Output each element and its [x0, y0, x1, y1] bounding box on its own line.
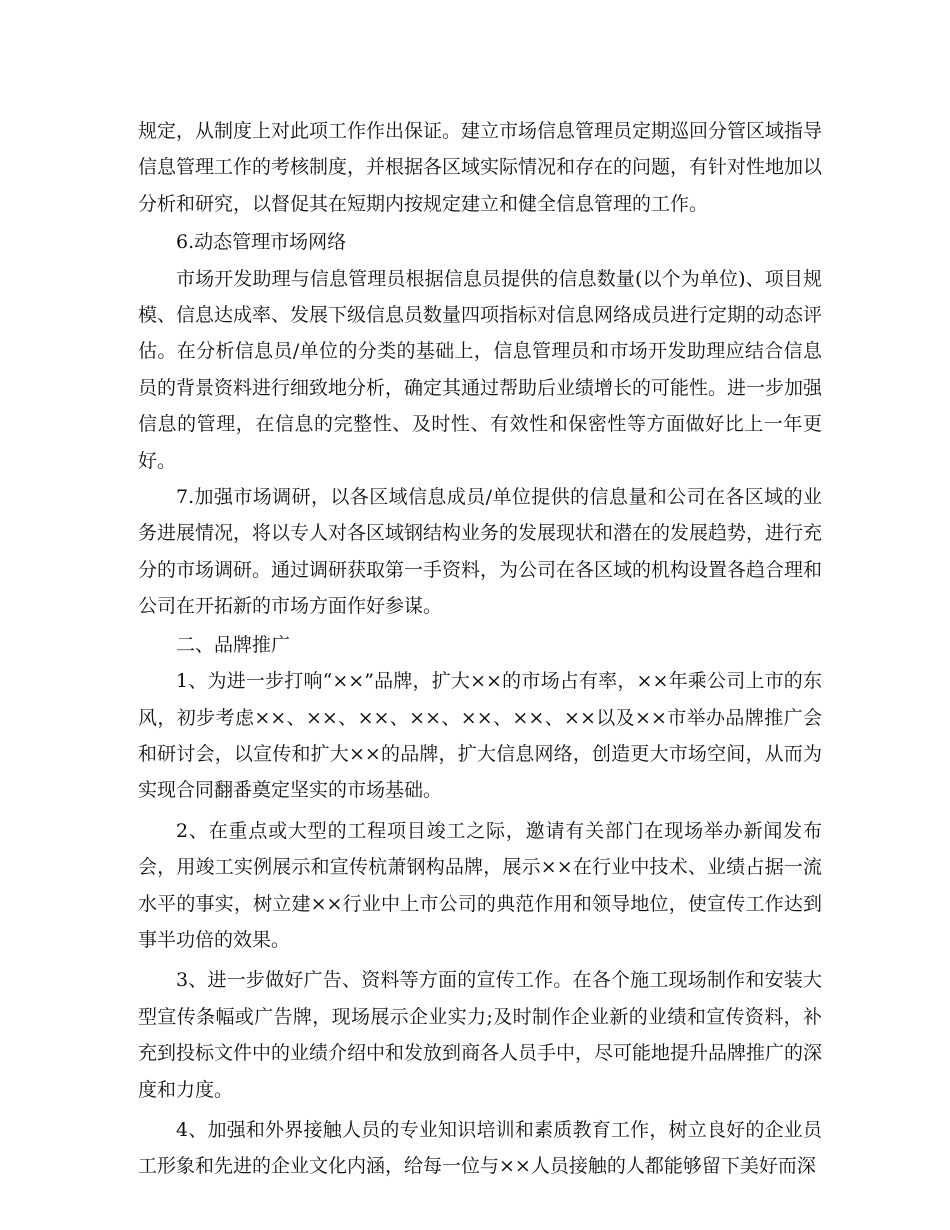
document-body	[138, 113, 822, 1185]
paragraph-brand-2: 2、在重点或大型的工程项目竣工之际，邀请有关部门在现场举办新闻发布会，用竣工实例展示和宣传杭萧钢构品牌，展示××在行业中技术、业绩占据一流水平的事实，树立建××行业中上市公司的典范作用和领导地位，使宣传工作达到事半功倍的效果。	[138, 819, 822, 951]
paragraph-brand-3: 3、进一步做好广告、资料等方面的宣传工作。在各个施工现场制作和安装大型宣传条幅或广告牌，现场展示企业实力;及时制作企业新的业绩和宣传资料，补充到投标文件中的业绩介绍中和发放到商各人员手中，尽可能地提升品牌推广的深度和力度。	[138, 969, 823, 1101]
paragraph-brand-4: 4、加强和外界接触人员的专业知识培训和素质教育工作，树立良好的企业员工形象和先进的企业文化内涵，给每一位与××人员接触的人都能够留下美好而深	[138, 1118, 822, 1178]
paragraph-brand-1: 1、为进一步打响“××”品牌，扩大××的市场占有率，××年乘公司上市的东风，初步考虑××、××、××、××、××、××、××以及××市举办品牌推广会和研讨会，以宣传和扩大××的品牌，扩大信息网络，创造更大市场空间，从而为实现合同翻番奠定坚实的市场基础。	[138, 670, 822, 802]
heading-brand-promotion: 二、品牌推广	[176, 633, 291, 656]
paragraph-intro: 规定，从制度上对此项工作作出保证。建立市场信息管理员定期巡回分管区域指导信息管理工作的考核制度，并根据各区域实际情况和存在的问题，有针对性地加以分析和研究，以督促其在短期内按规定建立和健全信息管理的工作。	[138, 120, 823, 215]
paragraph-dynamic-network: 市场开发助理与信息管理员根据信息员提供的信息数量(以个为单位)、项目规模、信息达成率、发展下级信息员数量四项指标对信息网络成员进行定期的动态评估。在分析信息员/单位的分类的基础上，信息管理员和市场开发助理应结合信息员的背景资料进行细致地分析，确定其通过帮助后业绩增长的可能性。进一步加强信息的管理，在信息的完整性、及时性、有效性和保密性等方面做好比上一年更好。	[138, 267, 823, 472]
paragraph-market-research: 7.加强市场调研，以各区域信息成员/单位提供的信息量和公司在各区域的业务进展情况，将以专人对各区域钢结构业务的发展现状和潜在的发展趋势，进行充分的市场调研。通过调研获取第一手资料，为公司在各区域的机构设置各趋合理和公司在开拓新的市场方面作好参谋。	[138, 486, 823, 618]
heading-dynamic-network: 6.动态管理市场网络	[176, 231, 347, 254]
